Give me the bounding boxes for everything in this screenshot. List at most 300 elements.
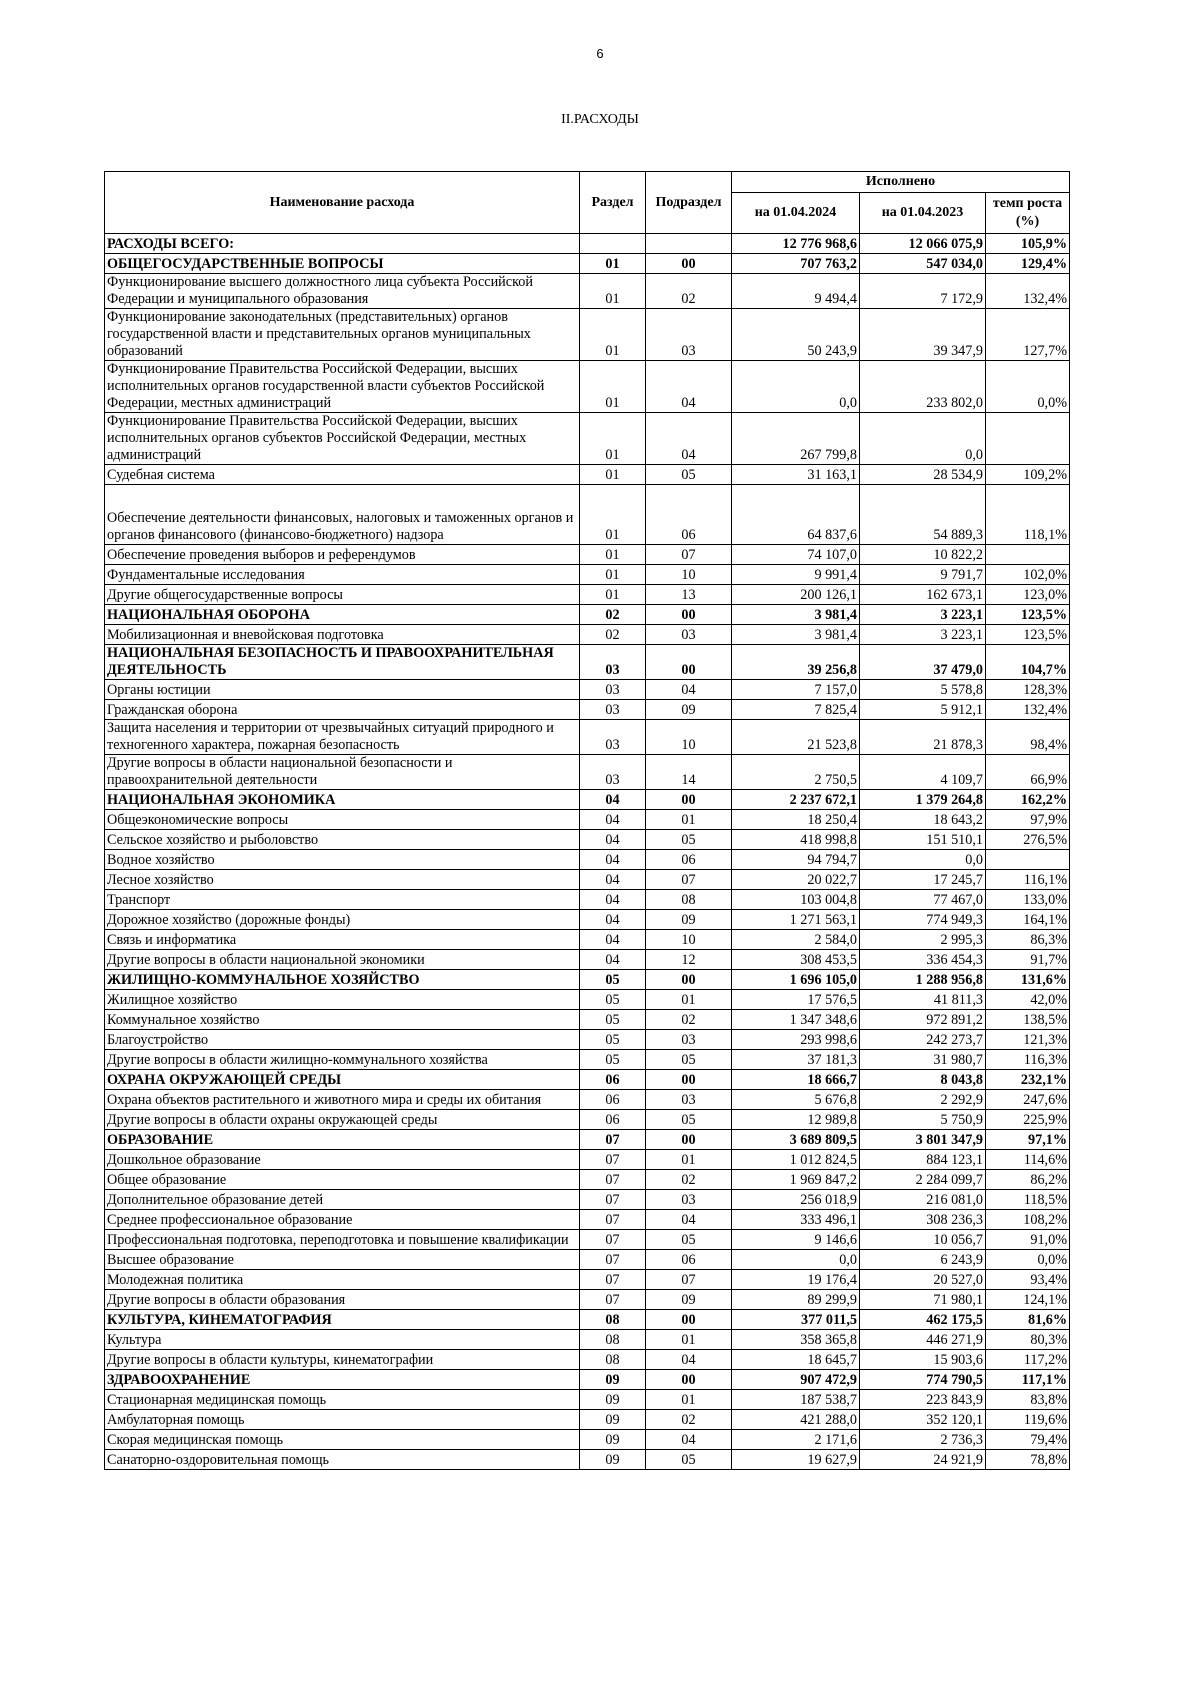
row-subsection: 09 xyxy=(646,910,732,930)
row-name: Обеспечение деятельности финансовых, налоговых и таможенных органов и органов финансового (финансово-бюджетного) надзора xyxy=(105,485,580,545)
row-name: ОБЩЕГОСУДАРСТВЕННЫЕ ВОПРОСЫ xyxy=(105,254,580,274)
row-name: Фундаментальные исследования xyxy=(105,565,580,585)
table-row xyxy=(105,1130,1070,1150)
row-value-2024: 3 981,4 xyxy=(732,625,860,645)
row-value-2024: 907 472,9 xyxy=(732,1370,860,1390)
row-name: Санаторно-оздоровительная помощь xyxy=(105,1450,580,1470)
row-value-2024: 1 271 563,1 xyxy=(732,910,860,930)
row-subsection: 06 xyxy=(646,485,732,545)
table-row xyxy=(105,274,1070,309)
row-section: 04 xyxy=(580,790,646,810)
row-subsection: 02 xyxy=(646,274,732,309)
row-name: Дорожное хозяйство (дорожные фонды) xyxy=(105,910,580,930)
row-growth: 117,1% xyxy=(986,1370,1070,1390)
row-value-2024: 707 763,2 xyxy=(732,254,860,274)
table-row xyxy=(105,1210,1070,1230)
row-subsection: 00 xyxy=(646,1070,732,1090)
row-value-2024: 37 181,3 xyxy=(732,1050,860,1070)
table-row xyxy=(105,625,1070,645)
row-section: 01 xyxy=(580,309,646,361)
row-growth: 129,4% xyxy=(986,254,1070,274)
table-row xyxy=(105,1390,1070,1410)
row-section: 09 xyxy=(580,1410,646,1430)
table-row xyxy=(105,545,1070,565)
row-section: 05 xyxy=(580,990,646,1010)
table-row xyxy=(105,1170,1070,1190)
row-value-2024: 2 171,6 xyxy=(732,1430,860,1450)
row-section: 03 xyxy=(580,720,646,755)
row-value-2023: 37 479,0 xyxy=(860,645,986,680)
row-name: НАЦИОНАЛЬНАЯ БЕЗОПАСНОСТЬ И ПРАВООХРАНИТЕЛЬНАЯ ДЕЯТЕЛЬНОСТЬ xyxy=(105,645,580,680)
row-section: 03 xyxy=(580,755,646,790)
row-subsection: 02 xyxy=(646,1410,732,1430)
row-value-2023: 336 454,3 xyxy=(860,950,986,970)
row-value-2024: 89 299,9 xyxy=(732,1290,860,1310)
row-name: ЖИЛИЩНО-КОММУНАЛЬНОЕ ХОЗЯЙСТВО xyxy=(105,970,580,990)
table-row xyxy=(105,720,1070,755)
row-value-2024: 64 837,6 xyxy=(732,485,860,545)
row-subsection: 00 xyxy=(646,970,732,990)
row-name: Благоустройство xyxy=(105,1030,580,1050)
row-value-2024: 21 523,8 xyxy=(732,720,860,755)
table-row xyxy=(105,1330,1070,1350)
row-name: Водное хозяйство xyxy=(105,850,580,870)
row-name: Дополнительное образование детей xyxy=(105,1190,580,1210)
row-section: 08 xyxy=(580,1330,646,1350)
table-row xyxy=(105,1050,1070,1070)
row-value-2023: 2 292,9 xyxy=(860,1090,986,1110)
row-value-2023: 233 802,0 xyxy=(860,361,986,413)
row-section: 01 xyxy=(580,465,646,485)
row-value-2024: 2 237 672,1 xyxy=(732,790,860,810)
row-value-2023: 5 912,1 xyxy=(860,700,986,720)
row-subsection: 03 xyxy=(646,309,732,361)
row-name: Скорая медицинская помощь xyxy=(105,1430,580,1450)
row-section: 01 xyxy=(580,413,646,465)
row-section: 07 xyxy=(580,1190,646,1210)
row-value-2024: 308 453,5 xyxy=(732,950,860,970)
row-section: 07 xyxy=(580,1150,646,1170)
row-value-2023: 547 034,0 xyxy=(860,254,986,274)
row-growth: 123,0% xyxy=(986,585,1070,605)
row-value-2023: 972 891,2 xyxy=(860,1010,986,1030)
row-value-2023: 5 578,8 xyxy=(860,680,986,700)
row-section: 01 xyxy=(580,274,646,309)
table-row xyxy=(105,1350,1070,1370)
row-value-2023: 7 172,9 xyxy=(860,274,986,309)
row-section: 01 xyxy=(580,254,646,274)
row-subsection: 03 xyxy=(646,1190,732,1210)
table-row xyxy=(105,585,1070,605)
row-growth: 132,4% xyxy=(986,700,1070,720)
row-value-2024: 1 012 824,5 xyxy=(732,1150,860,1170)
row-name: Мобилизационная и вневойсковая подготовка xyxy=(105,625,580,645)
table-row xyxy=(105,1030,1070,1050)
row-name: Дошкольное образование xyxy=(105,1150,580,1170)
row-name: КУЛЬТУРА, КИНЕМАТОГРАФИЯ xyxy=(105,1310,580,1330)
row-value-2024: 187 538,7 xyxy=(732,1390,860,1410)
row-value-2023: 1 379 264,8 xyxy=(860,790,986,810)
row-subsection: 01 xyxy=(646,810,732,830)
row-value-2023: 71 980,1 xyxy=(860,1290,986,1310)
row-section: 06 xyxy=(580,1070,646,1090)
row-name: РАСХОДЫ ВСЕГО: xyxy=(105,234,580,254)
row-value-2023: 2 736,3 xyxy=(860,1430,986,1450)
row-section: 09 xyxy=(580,1430,646,1450)
table-row xyxy=(105,810,1070,830)
row-growth: 86,2% xyxy=(986,1170,1070,1190)
row-value-2024: 50 243,9 xyxy=(732,309,860,361)
row-subsection: 00 xyxy=(646,1310,732,1330)
row-value-2024: 418 998,8 xyxy=(732,830,860,850)
row-value-2023: 0,0 xyxy=(860,413,986,465)
row-subsection: 04 xyxy=(646,1210,732,1230)
table-row xyxy=(105,930,1070,950)
row-growth: 123,5% xyxy=(986,625,1070,645)
header-executed: Исполнено xyxy=(732,172,1070,193)
row-value-2023: 41 811,3 xyxy=(860,990,986,1010)
row-value-2023: 8 043,8 xyxy=(860,1070,986,1090)
row-value-2023: 9 791,7 xyxy=(860,565,986,585)
row-value-2024: 200 126,1 xyxy=(732,585,860,605)
table-row xyxy=(105,1450,1070,1470)
row-value-2024: 12 776 968,6 xyxy=(732,234,860,254)
row-name: Органы юстиции xyxy=(105,680,580,700)
section-title: II.РАСХОДЫ xyxy=(561,112,639,127)
table-row xyxy=(105,1250,1070,1270)
row-subsection: 04 xyxy=(646,1350,732,1370)
table-row xyxy=(105,1310,1070,1330)
row-name: Гражданская оборона xyxy=(105,700,580,720)
row-value-2023: 10 056,7 xyxy=(860,1230,986,1250)
row-value-2024: 31 163,1 xyxy=(732,465,860,485)
row-name: Лесное хозяйство xyxy=(105,870,580,890)
table-row xyxy=(105,1150,1070,1170)
row-name: Культура xyxy=(105,1330,580,1350)
table-row xyxy=(105,950,1070,970)
row-growth: 118,1% xyxy=(986,485,1070,545)
table-row xyxy=(105,870,1070,890)
header-date-2024: на 01.04.2024 xyxy=(732,193,860,234)
row-subsection: 04 xyxy=(646,361,732,413)
row-value-2023: 774 790,5 xyxy=(860,1370,986,1390)
row-subsection: 01 xyxy=(646,1330,732,1350)
row-value-2024: 267 799,8 xyxy=(732,413,860,465)
header-subsection: Подраздел xyxy=(646,172,732,234)
expenses-table xyxy=(104,171,1070,1470)
row-value-2024: 17 576,5 xyxy=(732,990,860,1010)
row-value-2023: 12 066 075,9 xyxy=(860,234,986,254)
row-subsection: 06 xyxy=(646,1250,732,1270)
table-row xyxy=(105,830,1070,850)
table-row xyxy=(105,254,1070,274)
row-growth xyxy=(986,545,1070,565)
row-value-2024: 377 011,5 xyxy=(732,1310,860,1330)
row-value-2024: 9 494,4 xyxy=(732,274,860,309)
row-name: Амбулаторная помощь xyxy=(105,1410,580,1430)
row-growth: 97,1% xyxy=(986,1130,1070,1150)
row-growth: 119,6% xyxy=(986,1410,1070,1430)
row-name: Общее образование xyxy=(105,1170,580,1190)
row-section: 05 xyxy=(580,1050,646,1070)
row-growth: 116,3% xyxy=(986,1050,1070,1070)
row-value-2024: 19 176,4 xyxy=(732,1270,860,1290)
row-subsection: 05 xyxy=(646,1050,732,1070)
row-section: 07 xyxy=(580,1210,646,1230)
row-subsection: 10 xyxy=(646,565,732,585)
row-subsection: 07 xyxy=(646,545,732,565)
row-section: 06 xyxy=(580,1110,646,1130)
row-name: Другие вопросы в области образования xyxy=(105,1290,580,1310)
row-growth: 83,8% xyxy=(986,1390,1070,1410)
row-section: 07 xyxy=(580,1170,646,1190)
row-value-2024: 18 250,4 xyxy=(732,810,860,830)
row-value-2024: 358 365,8 xyxy=(732,1330,860,1350)
row-section: 04 xyxy=(580,830,646,850)
row-name: Жилищное хозяйство xyxy=(105,990,580,1010)
row-value-2024: 0,0 xyxy=(732,361,860,413)
row-subsection: 07 xyxy=(646,1270,732,1290)
row-name: Функционирование высшего должностного лица субъекта Российской Федерации и муниципального образования xyxy=(105,274,580,309)
row-growth: 97,9% xyxy=(986,810,1070,830)
row-section: 04 xyxy=(580,850,646,870)
row-value-2023: 2 284 099,7 xyxy=(860,1170,986,1190)
row-value-2024: 9 991,4 xyxy=(732,565,860,585)
row-value-2024: 2 750,5 xyxy=(732,755,860,790)
row-growth: 131,6% xyxy=(986,970,1070,990)
row-value-2024: 74 107,0 xyxy=(732,545,860,565)
row-value-2023: 54 889,3 xyxy=(860,485,986,545)
row-value-2023: 242 273,7 xyxy=(860,1030,986,1050)
table-row xyxy=(105,850,1070,870)
row-value-2023: 223 843,9 xyxy=(860,1390,986,1410)
table-row xyxy=(105,485,1070,545)
row-growth: 138,5% xyxy=(986,1010,1070,1030)
row-subsection: 00 xyxy=(646,254,732,274)
row-section: 04 xyxy=(580,910,646,930)
row-subsection: 04 xyxy=(646,1430,732,1450)
row-value-2024: 3 689 809,5 xyxy=(732,1130,860,1150)
row-value-2023: 3 801 347,9 xyxy=(860,1130,986,1150)
row-value-2024: 3 981,4 xyxy=(732,605,860,625)
header-growth: темп роста (%) xyxy=(986,193,1070,234)
row-value-2024: 7 825,4 xyxy=(732,700,860,720)
table-row xyxy=(105,680,1070,700)
row-growth: 164,1% xyxy=(986,910,1070,930)
table-row xyxy=(105,1190,1070,1210)
row-value-2024: 20 022,7 xyxy=(732,870,860,890)
row-section: 04 xyxy=(580,810,646,830)
row-value-2024: 2 584,0 xyxy=(732,930,860,950)
table-row xyxy=(105,1410,1070,1430)
row-name: Общеэкономические вопросы xyxy=(105,810,580,830)
row-growth: 109,2% xyxy=(986,465,1070,485)
row-value-2023: 21 878,3 xyxy=(860,720,986,755)
header-section: Раздел xyxy=(580,172,646,234)
row-growth: 105,9% xyxy=(986,234,1070,254)
table-row xyxy=(105,1110,1070,1130)
row-section: 09 xyxy=(580,1390,646,1410)
row-growth: 81,6% xyxy=(986,1310,1070,1330)
row-name: Охрана объектов растительного и животного мира и среды их обитания xyxy=(105,1090,580,1110)
row-section: 07 xyxy=(580,1230,646,1250)
row-value-2024: 421 288,0 xyxy=(732,1410,860,1430)
table-row xyxy=(105,1010,1070,1030)
row-value-2023: 6 243,9 xyxy=(860,1250,986,1270)
row-name: Другие вопросы в области жилищно-коммунального хозяйства xyxy=(105,1050,580,1070)
row-subsection: 04 xyxy=(646,413,732,465)
row-value-2023: 308 236,3 xyxy=(860,1210,986,1230)
row-name: НАЦИОНАЛЬНАЯ ЭКОНОМИКА xyxy=(105,790,580,810)
row-section: 03 xyxy=(580,680,646,700)
row-name: ЗДРАВООХРАНЕНИЕ xyxy=(105,1370,580,1390)
table-row xyxy=(105,1430,1070,1450)
row-section: 05 xyxy=(580,970,646,990)
row-growth: 91,0% xyxy=(986,1230,1070,1250)
row-growth: 118,5% xyxy=(986,1190,1070,1210)
row-subsection: 09 xyxy=(646,1290,732,1310)
row-growth: 133,0% xyxy=(986,890,1070,910)
row-growth: 128,3% xyxy=(986,680,1070,700)
table-row xyxy=(105,1370,1070,1390)
row-name: Профессиональная подготовка, переподготовка и повышение квалификации xyxy=(105,1230,580,1250)
row-section: 03 xyxy=(580,645,646,680)
header-date-2023: на 01.04.2023 xyxy=(860,193,986,234)
row-subsection: 04 xyxy=(646,680,732,700)
row-value-2024: 5 676,8 xyxy=(732,1090,860,1110)
row-subsection: 12 xyxy=(646,950,732,970)
row-growth: 66,9% xyxy=(986,755,1070,790)
row-value-2023: 216 081,0 xyxy=(860,1190,986,1210)
table-row xyxy=(105,234,1070,254)
row-name: Другие общегосударственные вопросы xyxy=(105,585,580,605)
row-value-2023: 15 903,6 xyxy=(860,1350,986,1370)
row-value-2023: 24 921,9 xyxy=(860,1450,986,1470)
row-subsection: 02 xyxy=(646,1010,732,1030)
row-value-2024: 18 645,7 xyxy=(732,1350,860,1370)
row-subsection: 03 xyxy=(646,1090,732,1110)
row-growth: 116,1% xyxy=(986,870,1070,890)
row-value-2024: 12 989,8 xyxy=(732,1110,860,1130)
row-subsection: 09 xyxy=(646,700,732,720)
row-growth: 132,4% xyxy=(986,274,1070,309)
row-growth: 247,6% xyxy=(986,1090,1070,1110)
row-value-2023: 2 995,3 xyxy=(860,930,986,950)
row-value-2023: 77 467,0 xyxy=(860,890,986,910)
row-subsection: 10 xyxy=(646,720,732,755)
row-subsection: 01 xyxy=(646,1390,732,1410)
row-growth: 124,1% xyxy=(986,1290,1070,1310)
row-value-2024: 333 496,1 xyxy=(732,1210,860,1230)
row-section: 08 xyxy=(580,1350,646,1370)
row-name: Связь и информатика xyxy=(105,930,580,950)
table-row xyxy=(105,790,1070,810)
row-growth: 232,1% xyxy=(986,1070,1070,1090)
row-section: 07 xyxy=(580,1130,646,1150)
table-row xyxy=(105,565,1070,585)
row-section: 08 xyxy=(580,1310,646,1330)
header-name: Наименование расхода xyxy=(105,172,580,234)
row-value-2023: 3 223,1 xyxy=(860,605,986,625)
row-value-2024: 1 969 847,2 xyxy=(732,1170,860,1190)
row-section: 01 xyxy=(580,361,646,413)
row-subsection: 00 xyxy=(646,1130,732,1150)
row-subsection: 01 xyxy=(646,990,732,1010)
row-subsection: 05 xyxy=(646,830,732,850)
row-value-2024: 7 157,0 xyxy=(732,680,860,700)
row-name: Среднее профессиональное образование xyxy=(105,1210,580,1230)
table-row xyxy=(105,465,1070,485)
row-section: 05 xyxy=(580,1030,646,1050)
row-value-2023: 774 949,3 xyxy=(860,910,986,930)
row-value-2024: 1 696 105,0 xyxy=(732,970,860,990)
row-section: 01 xyxy=(580,585,646,605)
row-growth xyxy=(986,413,1070,465)
row-value-2024: 39 256,8 xyxy=(732,645,860,680)
table-row xyxy=(105,910,1070,930)
row-value-2023: 20 527,0 xyxy=(860,1270,986,1290)
row-growth: 98,4% xyxy=(986,720,1070,755)
row-name: Функционирование Правительства Российской Федерации, высших исполнительных органов субъектов Российской Федерации, местных администраций xyxy=(105,413,580,465)
table-row xyxy=(105,1090,1070,1110)
row-section: 07 xyxy=(580,1270,646,1290)
row-value-2023: 162 673,1 xyxy=(860,585,986,605)
row-section: 04 xyxy=(580,890,646,910)
table-row xyxy=(105,605,1070,625)
row-growth: 79,4% xyxy=(986,1430,1070,1450)
row-subsection xyxy=(646,234,732,254)
row-section: 03 xyxy=(580,700,646,720)
row-value-2023: 151 510,1 xyxy=(860,830,986,850)
row-section: 02 xyxy=(580,605,646,625)
row-subsection: 03 xyxy=(646,625,732,645)
row-name: ОХРАНА ОКРУЖАЮЩЕЙ СРЕДЫ xyxy=(105,1070,580,1090)
row-section: 07 xyxy=(580,1250,646,1270)
row-value-2024: 256 018,9 xyxy=(732,1190,860,1210)
row-subsection: 07 xyxy=(646,870,732,890)
row-subsection: 05 xyxy=(646,1110,732,1130)
table-body xyxy=(105,234,1070,1470)
row-growth: 162,2% xyxy=(986,790,1070,810)
table-row xyxy=(105,990,1070,1010)
table-row xyxy=(105,1230,1070,1250)
table-header xyxy=(105,172,1070,234)
row-subsection: 02 xyxy=(646,1170,732,1190)
row-value-2024: 103 004,8 xyxy=(732,890,860,910)
table-row xyxy=(105,755,1070,790)
row-value-2024: 94 794,7 xyxy=(732,850,860,870)
row-name: Судебная система xyxy=(105,465,580,485)
row-value-2023: 10 822,2 xyxy=(860,545,986,565)
row-name: Сельское хозяйство и рыболовство xyxy=(105,830,580,850)
row-name: НАЦИОНАЛЬНАЯ ОБОРОНА xyxy=(105,605,580,625)
row-name: Другие вопросы в области культуры, кинематографии xyxy=(105,1350,580,1370)
row-growth: 104,7% xyxy=(986,645,1070,680)
table-row xyxy=(105,1070,1070,1090)
row-name: Транспорт xyxy=(105,890,580,910)
row-growth: 276,5% xyxy=(986,830,1070,850)
row-value-2023: 1 288 956,8 xyxy=(860,970,986,990)
row-value-2024: 293 998,6 xyxy=(732,1030,860,1050)
row-growth: 127,7% xyxy=(986,309,1070,361)
row-section: 09 xyxy=(580,1370,646,1390)
row-section: 02 xyxy=(580,625,646,645)
row-growth: 102,0% xyxy=(986,565,1070,585)
table-row xyxy=(105,890,1070,910)
row-growth: 108,2% xyxy=(986,1210,1070,1230)
row-section: 07 xyxy=(580,1290,646,1310)
row-subsection: 00 xyxy=(646,790,732,810)
